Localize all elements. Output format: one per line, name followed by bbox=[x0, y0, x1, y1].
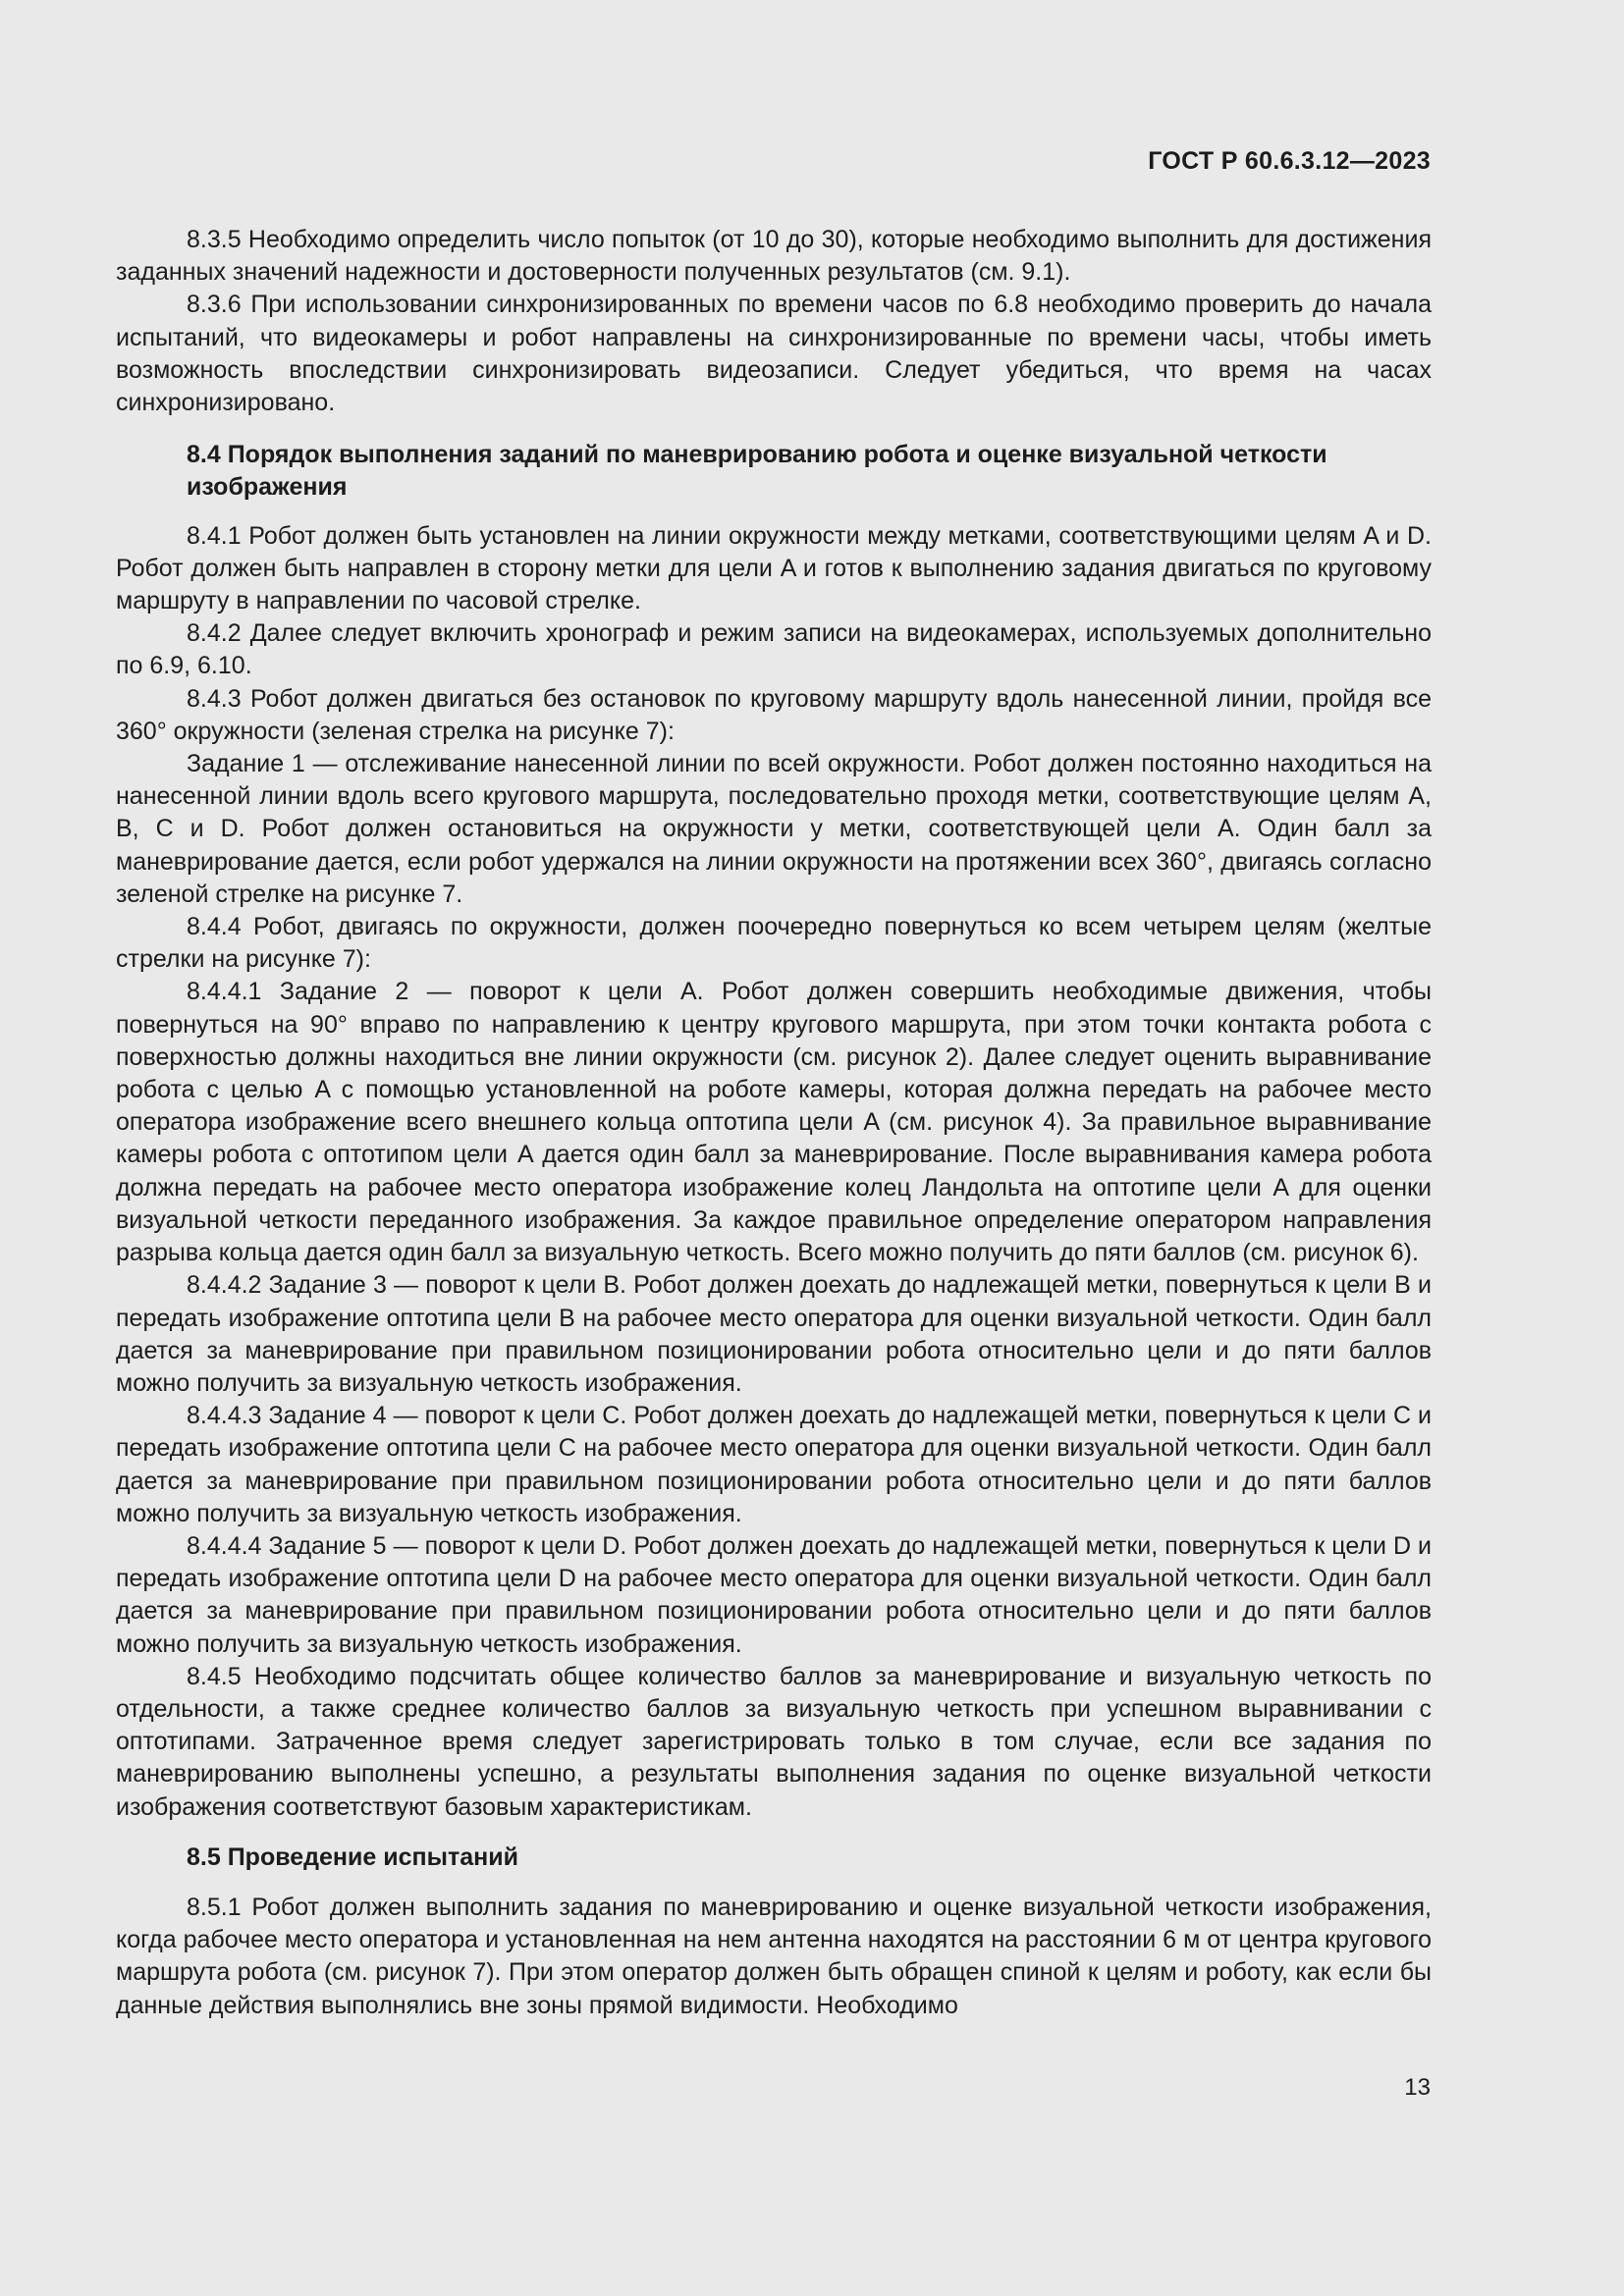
section-heading-8-4: 8.4 Порядок выполнения заданий по маневрированию робота и оценке визуальной четкости изображения bbox=[187, 441, 1327, 502]
paragraph-8-4-4-1: 8.4.4.1 Задание 2 — поворот к цели A. Робот должен совершить необходимые движения, чтобы повернуться на 90° вправо по направлению к центру кругового маршрута, при этом точки контакта робота с поверхностью должны находиться вне линии окружности (см. рисунок 2). Далее следует оценить выравнивание робота с целью A с помощью установленной на роботе камеры, которая должна передать на рабочее место оператора изображение всего внешнего кольца оптотипа цели A (см. рисунок 4). За правильное выравнивание камеры робота с оптотипом цели A дается один балл за маневрирование. После выравнивания камера робота должна передать на рабочее место оператора изображение колец Ландольта на оптотипе цели A для оценки визуальной четкости переданного изображения. За каждое правильное определение оператором направления разрыва кольца дается один балл за визуальную четкость. Всего можно получить до пяти баллов (см. рисунок 6). bbox=[116, 978, 1432, 1267]
paragraph-8-4-4-3: 8.4.4.3 Задание 4 — поворот к цели C. Робот должен доехать до надлежащей метки, повернуться к цели C и передать изображение оптотипа цели C на рабочее место оператора для оценки визуальной четкости. Один балл дается за маневрирование при правильном позиционировании робота относительно цели и до пяти баллов можно получить за визуальную четкость изображения. bbox=[116, 1402, 1432, 1527]
section-heading-8-5: 8.5 Проведение испытаний bbox=[187, 1842, 518, 1871]
paragraph-8-4-4-4: 8.4.4.4 Задание 5 — поворот к цели D. Робот должен доехать до надлежащей метки, повернуться к цели D и передать изображение оптотипа цели D на рабочее место оператора для оценки визуальной четкости. Один балл дается за маневрирование при правильном позиционировании робота относительно цели и до пяти баллов можно получить за визуальную четкость изображения. bbox=[116, 1531, 1432, 1658]
paragraph-8-4-3: 8.4.3 Робот должен двигаться без остановок по круговому маршруту вдоль нанесенной линии, пройдя все 360° окружности (зеленая стрелка на рисунке 7): bbox=[116, 684, 1432, 745]
paragraph-8-3-6: 8.3.6 При использовании синхронизированных по времени часов по 6.8 необходимо проверить до начала испытаний, что видеокамеры и робот направлены на синхронизированные по времени часы, чтобы иметь возможность впоследствии синхронизировать видеозаписи. Следует убедиться, что время на часах синхронизировано. bbox=[116, 291, 1432, 417]
document-header-code: ГОСТ Р 60.6.3.12—2023 bbox=[1148, 147, 1431, 175]
paragraph-8-4-4-2: 8.4.4.2 Задание 3 — поворот к цели B. Робот должен доехать до надлежащей метки, повернуться к цели B и передать изображение оптотипа цели B на рабочее место оператора для оценки визуальной четкости. Один балл дается за маневрирование при правильном позиционировании робота относительно цели и до пяти баллов можно получить за визуальную четкость изображения. bbox=[116, 1271, 1432, 1397]
paragraph-8-4-2: 8.4.2 Далее следует включить хронограф и режим записи на видеокамерах, используемых дополнительно по 6.9, 6.10. bbox=[116, 619, 1432, 680]
document-body bbox=[116, 224, 1432, 2022]
paragraph-8-3-5: 8.3.5 Необходимо определить число попыток (от 10 до 30), которые необходимо выполнить для достижения заданных значений надежности и достоверности полученных результатов (см. 9.1). bbox=[116, 226, 1432, 287]
paragraph-8-5-1: 8.5.1 Робот должен выполнить задания по маневрированию и оценке визуальной четкости изображения, когда рабочее место оператора и установленная на нем антенна находятся на расстоянии 6 м от центра кругового маршрута робота (см. рисунок 7). При этом оператор должен быть обращен спиной к целям и роботу, как если бы данные действия выполнялись вне зоны прямой видимости. Необходимо bbox=[116, 1893, 1432, 2019]
paragraph-8-4-1: 8.4.1 Робот должен быть установлен на линии окружности между метками, соответствующими целям A и D. Робот должен быть направлен в сторону метки для цели A и готов к выполнению задания двигаться по круговому маршруту в направлении по часовой стрелке. bbox=[116, 521, 1432, 615]
paragraph-8-4-4: 8.4.4 Робот, двигаясь по окружности, должен поочередно повернуться ко всем четырем целям (желтые стрелки на рисунке 7): bbox=[116, 913, 1432, 974]
paragraph-8-4-5: 8.4.5 Необходимо подсчитать общее количество баллов за маневрирование и визуальную четкость по отдельности, а также среднее количество баллов за визуальную четкость при успешном выравнивании с оптотипами. Затраченное время следует зарегистрировать только в том случае, если все задания по маневрированию выполнены успешно, а результаты выполнения задания по оценке визуальной четкости изображения соответствуют базовым характеристикам. bbox=[116, 1662, 1432, 1821]
page-number: 13 bbox=[1404, 2074, 1431, 2101]
paragraph-task-1: Задание 1 — отслеживание нанесенной линии по всей окружности. Робот должен постоянно находиться на нанесенной линии вдоль всего кругового маршрута, последовательно проходя метки, соответствующие целям A, B, C и D. Робот должен остановиться на окружности у метки, соответствующей цели A. Один балл за маневрирование дается, если робот удержался на линии окружности на протяжении всех 360°, двигаясь согласно зеленой стрелке на рисунке 7. bbox=[116, 750, 1432, 908]
